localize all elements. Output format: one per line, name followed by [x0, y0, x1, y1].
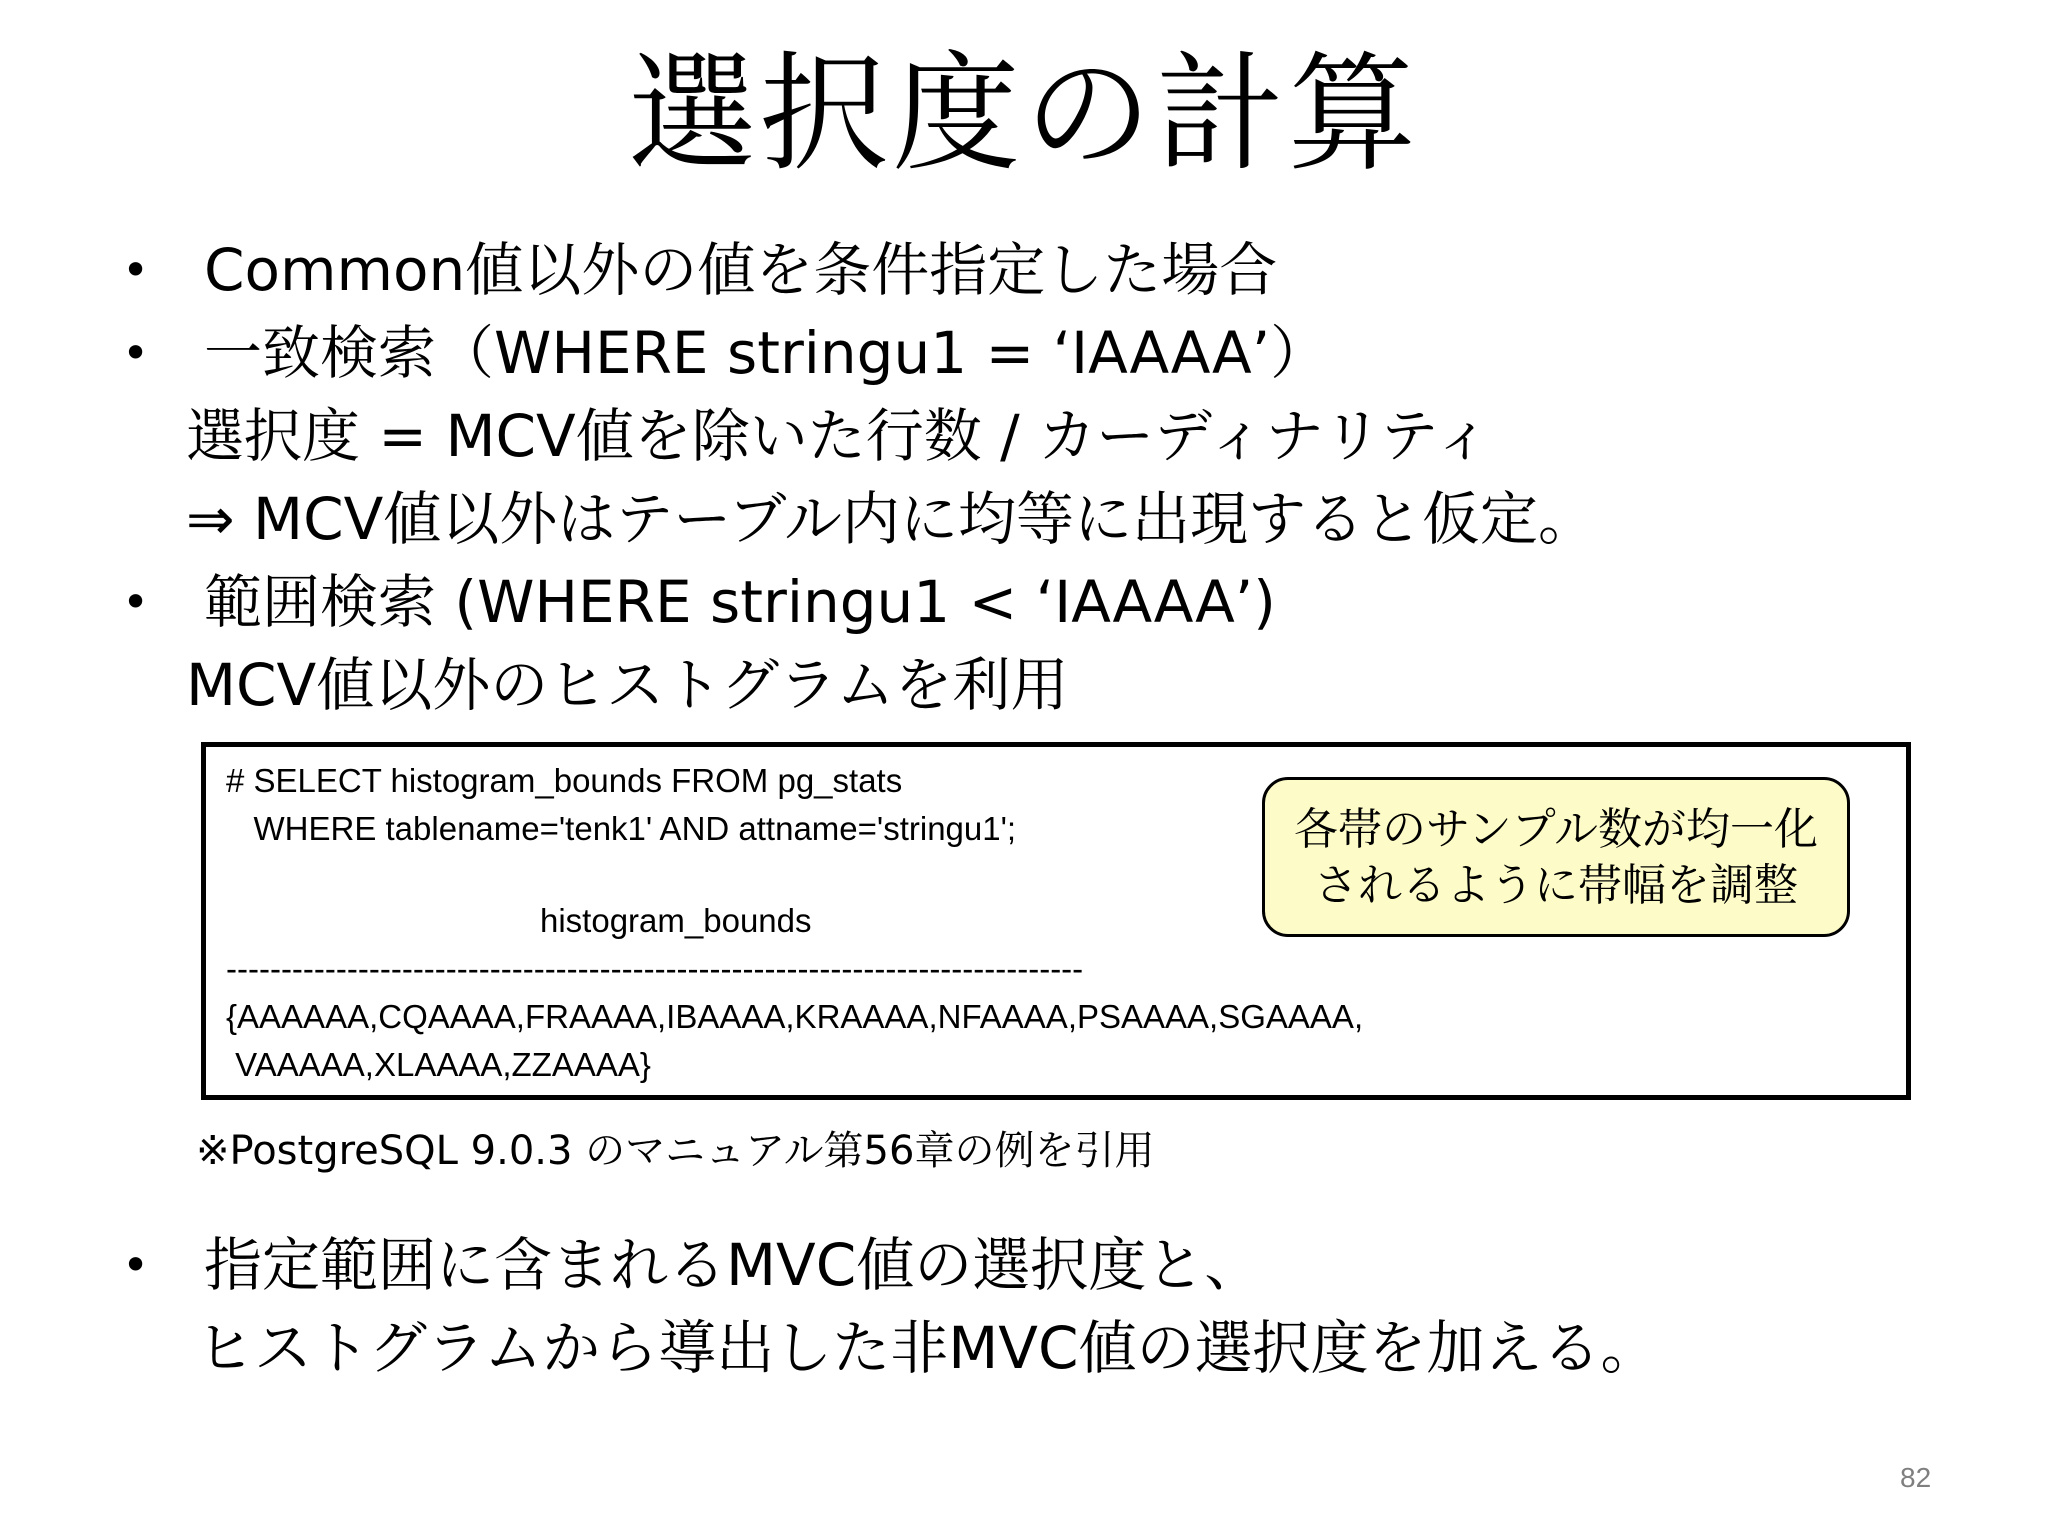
uniform-assumption: ⇒ MCV値以外はテーブル内に均等に出現すると仮定。: [186, 485, 1597, 553]
sql-query-line-1: # SELECT histogram_bounds FROM pg_stats: [226, 762, 903, 799]
result-row-line-1: {AAAAAA,CQAAAA,FRAAAA,IBAAAA,KRAAAA,NFAAAA,PSAAAA,SGAAAA,: [226, 998, 1364, 1035]
bullet-common-values: Common値以外の値を条件指定した場合: [204, 236, 1278, 304]
bullet-marker: •: [122, 243, 150, 297]
bullet-marker: •: [122, 326, 150, 380]
sql-query-line-2: WHERE tablename='tenk1' AND attname='stringu1';: [226, 810, 1017, 847]
bullet-combined-selectivity: 指定範囲に含まれるMVC値の選択度と、: [204, 1231, 1263, 1299]
combined-selectivity-detail: ヒストグラムから導出した非MVC値の選択度を加える。: [196, 1314, 1659, 1382]
manual-reference-note: ※PostgreSQL 9.0.3 のマニュアル第56章の例を引用: [196, 1128, 1155, 1174]
bullet-equality-search: 一致検索（WHERE stringu1 = ‘IAAAA’）: [204, 319, 1329, 387]
result-row-line-2: VAAAAA,XLAAAA,ZZAAAA}: [226, 1046, 651, 1083]
histogram-usage: MCV値以外のヒストグラムを利用: [186, 651, 1069, 719]
page-number: 82: [1900, 1462, 1932, 1493]
result-separator: ------------------------------------------------------------------------------: [226, 950, 1084, 987]
slide-title: 選択度の計算: [627, 40, 1420, 189]
bullet-marker: •: [122, 1238, 150, 1292]
bin-width-callout: [1262, 777, 1850, 937]
callout-line-2: されるように帯幅を調整: [1314, 860, 1798, 911]
result-column-header: histogram_bounds: [540, 902, 812, 939]
bullet-range-search: 範囲検索 (WHERE stringu1 < ‘IAAAA’): [204, 568, 1276, 636]
callout-line-1: 各帯のサンプル数が均一化: [1293, 804, 1819, 855]
bullet-marker: •: [122, 575, 150, 629]
selectivity-formula: 選択度 = MCV値を除いた行数 / カーディナリティ: [186, 402, 1492, 470]
